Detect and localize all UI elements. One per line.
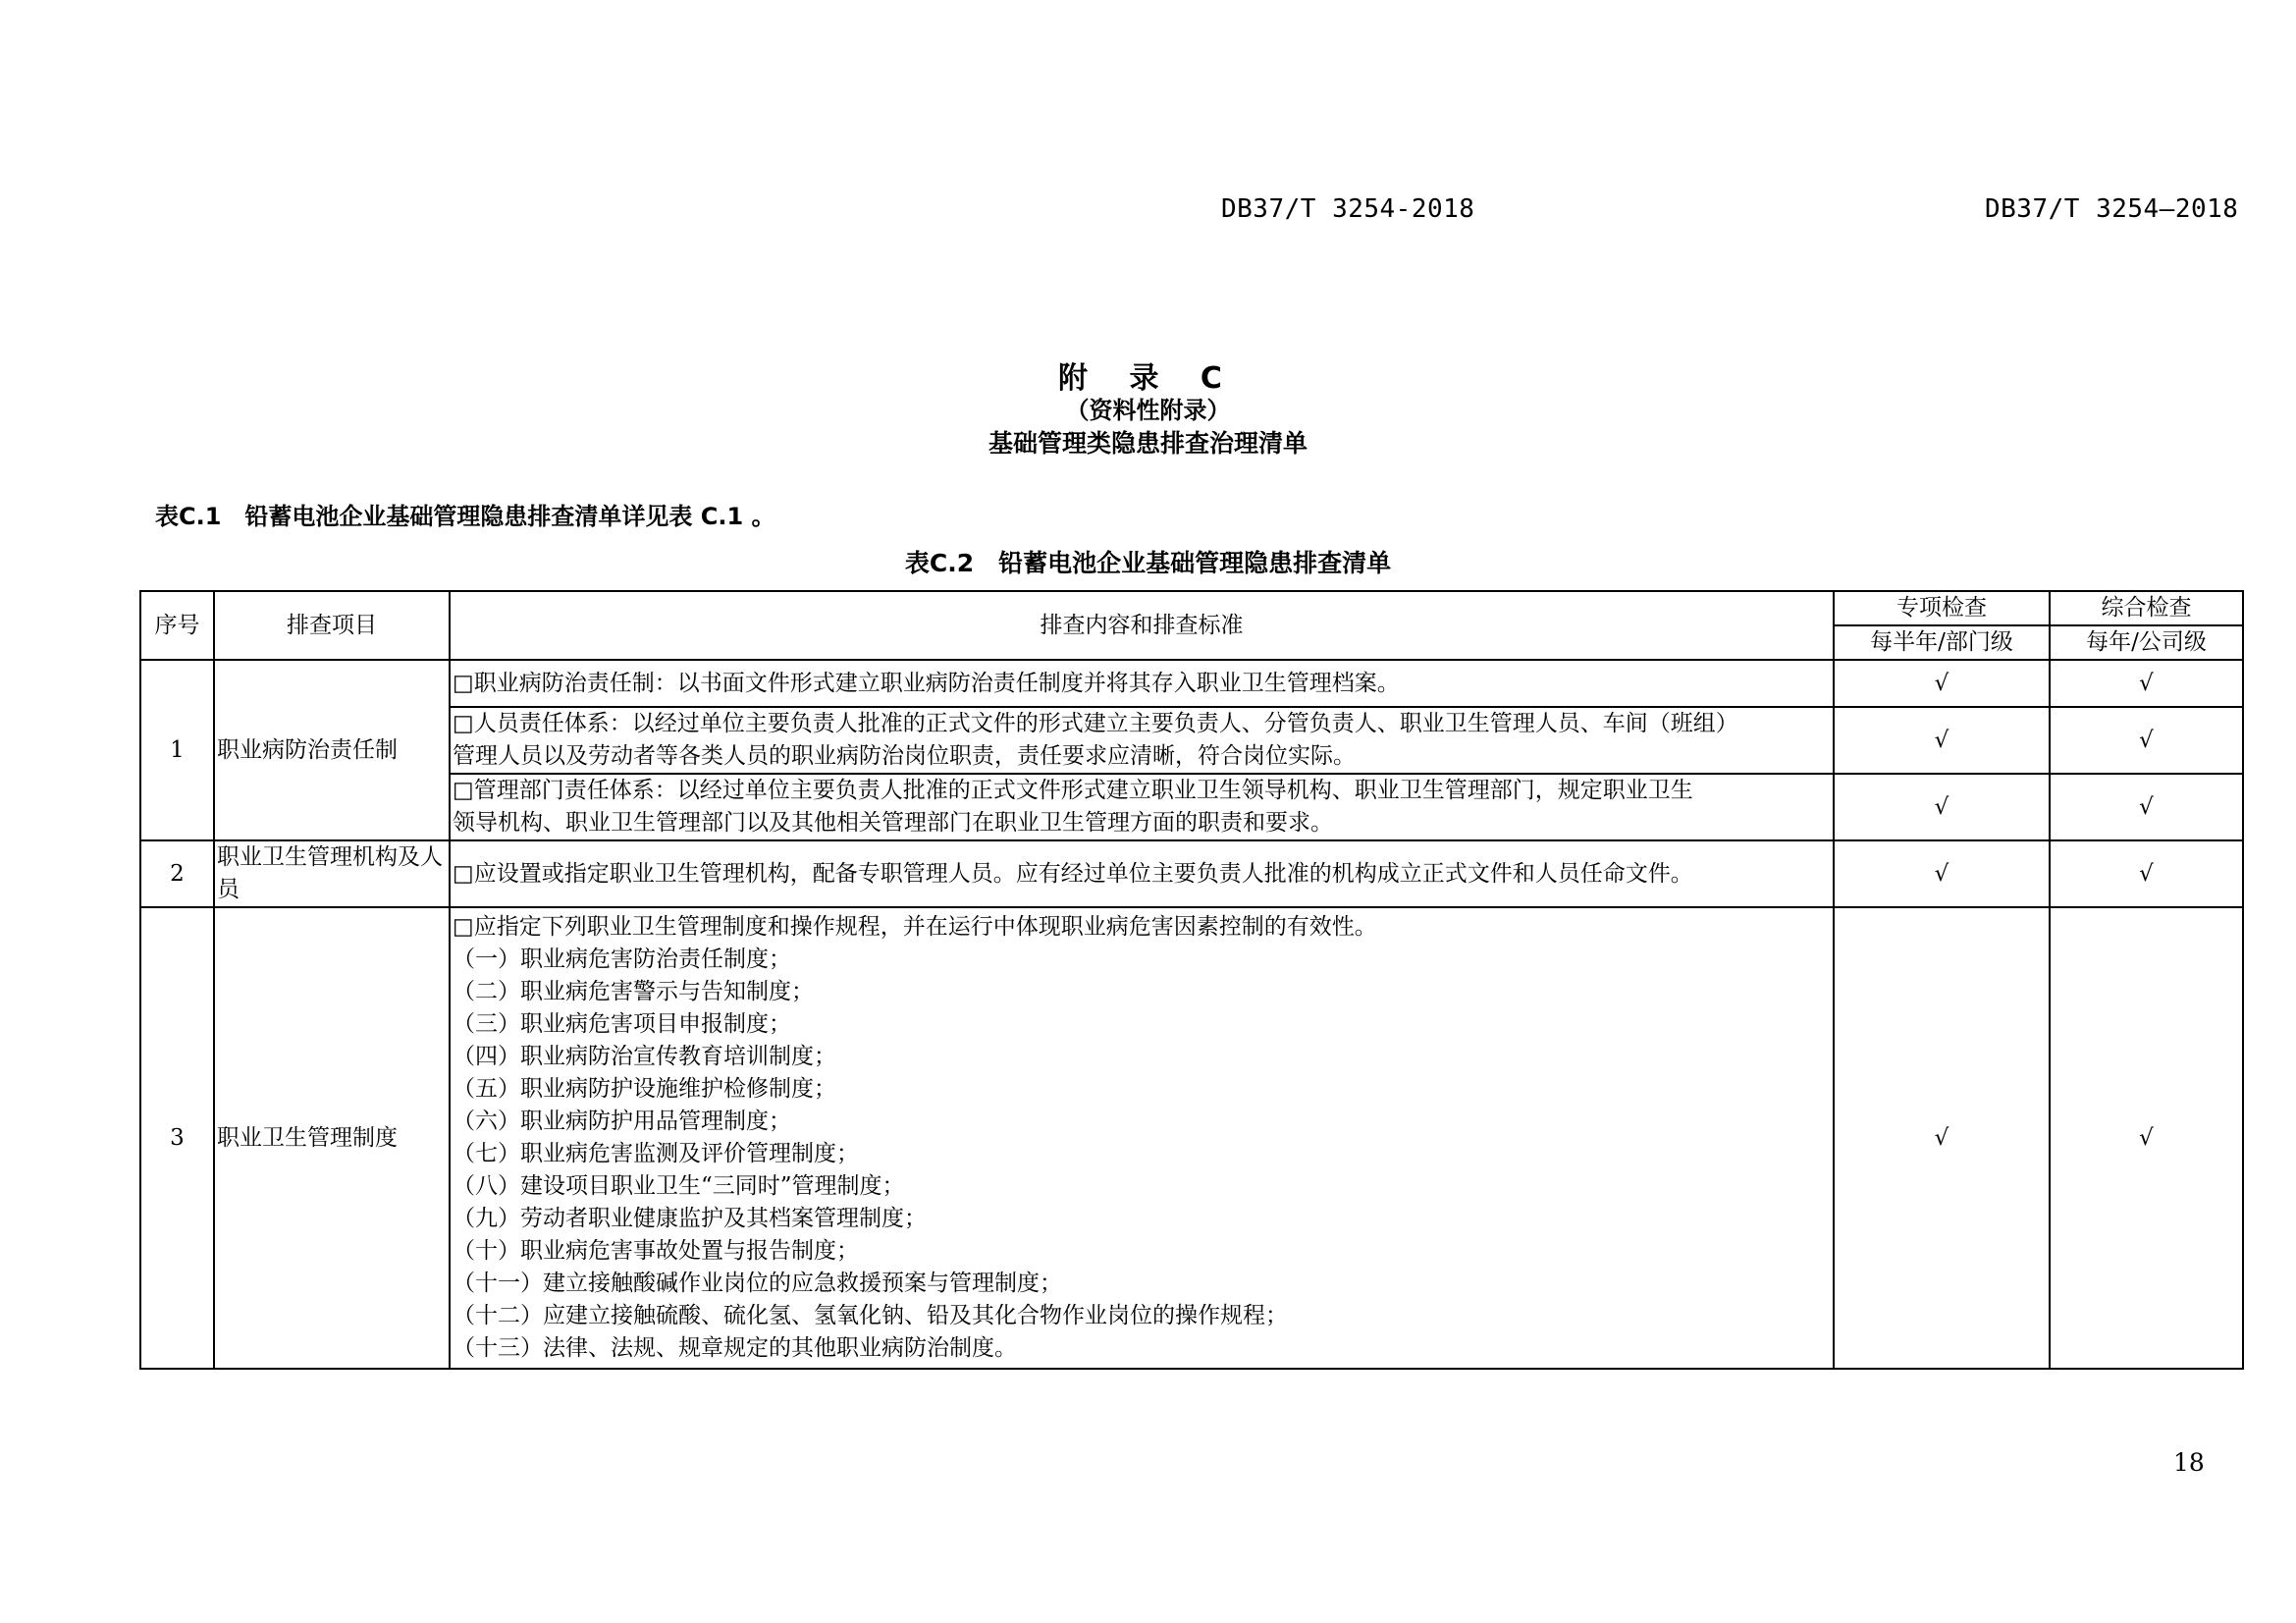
row-number: 3 [140,907,214,1369]
check-item: 职业病防治责任制 [214,660,450,840]
checklist-table [139,590,2244,1370]
table-row [140,840,2243,907]
content-line: （七）职业病危害监测及评价管理制度； [453,1141,859,1166]
check-item: 职业卫生管理制度 [214,907,450,1369]
special-check-mark: √ [1834,774,2050,840]
check-content [450,907,1834,1369]
content-line: （八）建设项目职业卫生“三同时”管理制度； [453,1173,905,1199]
table-row [140,660,2243,707]
content-line: （一）职业病危害防治责任制度； [453,947,791,972]
content-line: （十一）建立接触酸碱作业岗位的应急救援预案与管理制度； [453,1271,1062,1296]
content-line: （三）职业病危害项目申报制度； [453,1011,791,1037]
general-check-mark: √ [2050,660,2243,707]
content-line: □人员责任体系：以经过单位主要负责人批准的正式文件的形式建立主要负责人、分管负责人、职业卫生管理人员、车间（班组） [453,711,1738,736]
header-special-frequency: 每半年/部门级 [1834,625,2050,660]
header-item: 排查项目 [214,591,450,660]
header-special-check: 专项检查 [1834,591,2050,625]
special-check-mark: √ [1834,660,2050,707]
special-check-mark: √ [1834,907,2050,1369]
content-line: （十）职业病危害事故处置与报告制度； [453,1238,859,1264]
header-no: 序号 [140,591,214,660]
check-content [450,774,1834,840]
document-code-right: DB37/T 3254—2018 [1985,194,2239,224]
general-check-mark: √ [2050,907,2243,1369]
content-line: （四）职业病防治宣传教育培训制度； [453,1044,836,1069]
table-caption: 表C.2 铅蓄电池企业基础管理隐患排查清单 [904,549,1392,577]
content-line: （十二）应建立接触硫酸、硫化氢、氢氧化钠、铅及其化合物作业岗位的操作规程； [453,1303,1288,1328]
content-line: （六）职业病防护用品管理制度； [453,1109,791,1134]
general-check-mark: √ [2050,840,2243,907]
content-line: □应指定下列职业卫生管理制度和操作规程，并在运行中体现职业病危害因素控制的有效性。 [453,914,1377,940]
content-line: □应设置或指定职业卫生管理机构，配备专职管理人员。应有经过单位主要负责人批准的机构成立正式文件和人员任命文件。 [453,860,1693,887]
content-line: （二）职业病危害警示与告知制度； [453,979,814,1004]
check-content [450,660,1834,707]
content-line: （五）职业病防护设施维护检修制度； [453,1076,836,1102]
content-line: （十三）法律、法规、规章规定的其他职业病防治制度。 [453,1335,1017,1361]
general-check-mark: √ [2050,774,2243,840]
content-line: （九）劳动者职业健康监护及其档案管理制度； [453,1206,927,1231]
special-check-mark: √ [1834,840,2050,907]
check-content [450,707,1834,774]
appendix-type: （资料性附录） [1065,397,1231,424]
document-code-left: DB37/T 3254-2018 [1221,194,1475,224]
content-line: □职业病防治责任制：以书面文件形式建立职业病防治责任制度并将其存入职业卫生管理档案。 [453,670,1400,696]
intro-line: 表C.1 铅蓄电池企业基础管理隐患排查清单详见表 C.1 。 [155,503,775,530]
page-number: 18 [2173,1448,2205,1477]
appendix-title: 附 录 C [1058,361,1238,396]
row-number: 1 [140,660,214,840]
table-row [140,907,2243,1369]
check-content [450,840,1834,907]
table-row [140,774,2243,840]
header-general-check: 综合检查 [2050,591,2243,625]
special-check-mark: √ [1834,707,2050,774]
header-row [140,591,2243,625]
content-line: 管理人员以及劳动者等各类人员的职业病防治岗位职责，责任要求应清晰，符合岗位实际。 [453,743,1356,769]
content-line: □管理部门责任体系：以经过单位主要负责人批准的正式文件形式建立职业卫生领导机构、职业卫生管理部门，规定职业卫生 [453,778,1693,803]
content-line: 领导机构、职业卫生管理部门以及其他相关管理部门在职业卫生管理方面的职责和要求。 [453,810,1333,836]
check-item: 职业卫生管理机构及人员 [214,840,450,907]
appendix-subject: 基础管理类隐患排查治理清单 [988,429,1308,458]
header-general-frequency: 每年/公司级 [2050,625,2243,660]
table-row [140,707,2243,774]
general-check-mark: √ [2050,707,2243,774]
row-number: 2 [140,840,214,907]
header-content: 排查内容和排查标准 [450,591,1834,660]
